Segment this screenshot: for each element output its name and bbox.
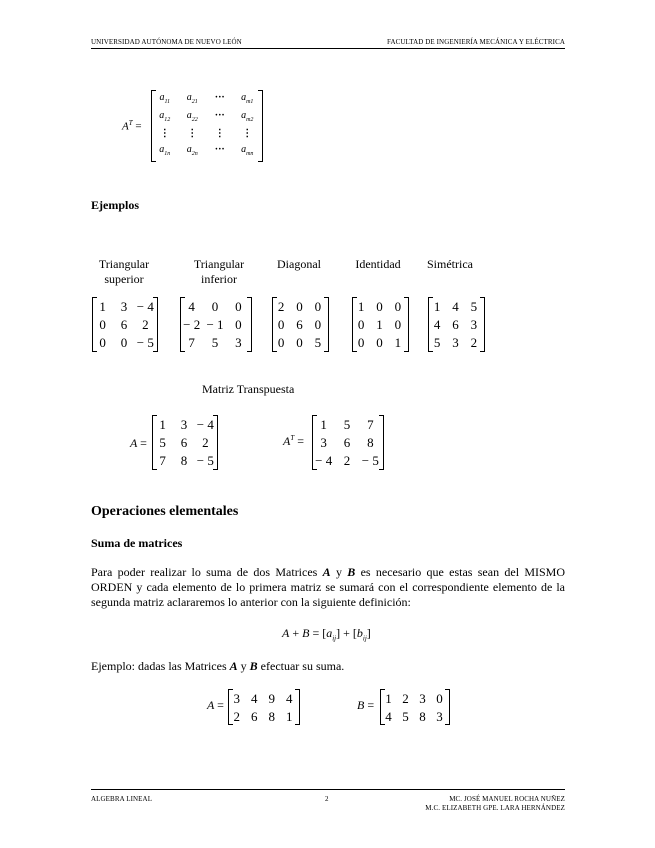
matrix-cell: 4: [188, 299, 195, 314]
sum-B-grid: [380, 692, 448, 723]
footer-rule: [91, 789, 565, 790]
sum-paragraph: Para poder realizar lo suma de dos Matrices A y B es necesario que estas sean del MISMO ORDEN y cada elemento de lo primera matriz se sumará con el correspondiente elemento de la segunda matriz aclararemos lo anterior con la siguiente definición:: [91, 565, 565, 609]
sum-A-grid: [228, 692, 298, 723]
matrix-cell: − 5: [361, 453, 379, 468]
matrix-cell: 1: [376, 317, 383, 332]
header-rule: [91, 48, 565, 49]
matrix-cell: 0: [296, 335, 303, 350]
matrix-cell: 2: [402, 691, 409, 706]
matrix-cell: 7: [367, 417, 374, 432]
matrix-cell: ⋮: [159, 128, 170, 139]
matrix-cell: 1: [394, 335, 402, 350]
matrix-cell: − 4: [136, 299, 154, 314]
section-title: Operaciones elementales: [91, 504, 239, 519]
matrix-cell: 3: [120, 299, 128, 314]
matrix-cell: 0: [99, 317, 106, 332]
matrix-cell: $a_{2n}$: [186, 144, 198, 157]
matrix-cell: 3: [235, 335, 242, 350]
matrix-cell: 2: [470, 335, 478, 350]
example-grid: [428, 300, 483, 349]
transpose-A-grid: [152, 418, 216, 467]
matrix-cell: 5: [343, 417, 351, 432]
matrix-cell: 6: [180, 435, 188, 450]
transpose-AT-grid: [312, 418, 382, 467]
matrix-cell: 4: [433, 317, 441, 332]
matrix-cell: 6: [251, 709, 258, 724]
sum-formula: $A + B = [a_{ij}] + [b_{ij}]$: [282, 626, 371, 643]
matrix-cell: 0: [376, 299, 383, 314]
matrix-cell: 4: [286, 691, 293, 706]
matrix-cell: $a_{mn}$: [241, 144, 254, 157]
matrix-cell: ···: [214, 110, 225, 121]
matrix-cell: 3: [470, 317, 478, 332]
matrix-cell: $a_{m1}$: [241, 92, 254, 105]
matrix-cell: 1: [159, 417, 166, 432]
matrix-cell: 0: [277, 317, 285, 332]
matrix-cell: $a_{21}$: [186, 92, 198, 105]
transpose-example-title: Matriz Transpuesta: [202, 382, 295, 396]
matrix-cell: 0: [314, 299, 322, 314]
example-caption: Identidad: [355, 257, 401, 271]
matrix-cell: 6: [120, 317, 128, 332]
matrix-cell: $a_{11}$: [159, 92, 171, 105]
matrix-cell: 0: [357, 317, 365, 332]
matrix-cell: − 4: [315, 453, 333, 468]
matrix-cell: $a_{12}$: [159, 110, 171, 123]
matrix-cell: $a_{1n}$: [159, 144, 171, 157]
footer-left: ALGEBRA LINEAL: [91, 795, 153, 803]
matrix-cell: 3: [320, 435, 327, 450]
footer-page: 2: [325, 795, 329, 803]
matrix-cell: 5: [159, 435, 166, 450]
matrix-cell: 0: [436, 691, 443, 706]
matrix-cell: 8: [367, 435, 374, 450]
sum-A-label: A =: [207, 698, 224, 712]
transpose-AT-label: $A^T$ =: [283, 434, 305, 448]
example-caption: Simétrica: [427, 257, 473, 271]
matrix-cell: 1: [433, 299, 441, 314]
example-grid: [352, 300, 407, 349]
matrix-cell: 7: [159, 453, 166, 468]
example-caption: Triangular superior: [98, 257, 150, 286]
matrix-cell: 0: [314, 317, 322, 332]
matrix-cell: 0: [120, 335, 128, 350]
sum-B-label: B =: [357, 698, 375, 712]
matrix-cell: 0: [235, 299, 242, 314]
matrix-cell: 3: [233, 691, 240, 706]
matrix-cell: 6: [296, 317, 303, 332]
matrix-cell: 4: [385, 709, 392, 724]
matrix-cell: ⋮: [187, 128, 198, 139]
matrix-cell: 3: [436, 709, 443, 724]
example-grid: [180, 300, 250, 349]
matrix-cell: ⋮: [242, 128, 253, 139]
matrix-cell: 1: [357, 299, 365, 314]
footer-right-2: M.C. ELIZABETH GPE. LARA HERNÁNDEZ: [425, 804, 565, 812]
matrix-cell: 1: [320, 417, 327, 432]
matrix-cell: 3: [452, 335, 459, 350]
matrix-cell: 0: [394, 299, 402, 314]
example-caption: Diagonal: [277, 257, 321, 271]
matrix-cell: 5: [470, 299, 478, 314]
matrix-cell: ···: [214, 92, 225, 103]
matrix-cell: 1: [99, 299, 106, 314]
matrix-cell: 5: [211, 335, 219, 350]
matrix-cell: 5: [402, 709, 409, 724]
matrix-cell: ···: [214, 144, 225, 155]
matrix-cell: − 1: [206, 317, 224, 332]
matrix-cell: − 5: [196, 453, 214, 468]
matrix-cell: 0: [99, 335, 106, 350]
matrix-cell: − 4: [196, 417, 214, 432]
matrix-cell: 3: [419, 691, 426, 706]
matrix-cell: 5: [433, 335, 441, 350]
matrix-cell: 3: [180, 417, 188, 432]
matrix-cell: 0: [277, 335, 285, 350]
matrix-cell: 0: [357, 335, 365, 350]
matrix-cell: 8: [180, 453, 188, 468]
matrix-cell: − 2: [183, 317, 201, 332]
matrix-cell: 1: [286, 709, 293, 724]
example-grid: [272, 300, 327, 349]
matrix-cell: 2: [142, 317, 149, 332]
example-caption: Triangular inferior: [193, 257, 245, 286]
matrix-cell: 1: [385, 691, 392, 706]
matrix-cell: 2: [202, 435, 209, 450]
matrix-cell: 4: [251, 691, 258, 706]
matrix-cell: 2: [233, 709, 240, 724]
matrix-cell: 0: [376, 335, 383, 350]
matrix-cell: 4: [452, 299, 459, 314]
matrix-cell: 0: [296, 299, 303, 314]
matrix-cell: 9: [268, 691, 275, 706]
matrix-cell: 6: [343, 435, 351, 450]
transpose-def-grid: [151, 93, 261, 157]
matrix-cell: 2: [277, 299, 285, 314]
matrix-cell: 0: [394, 317, 402, 332]
subsection-title: Suma de matrices: [91, 536, 183, 550]
matrix-cell: 0: [211, 299, 219, 314]
matrix-cell: 6: [452, 317, 459, 332]
header-left: UNIVERSIDAD AUTÓNOMA DE NUEVO LEÓN: [91, 38, 242, 46]
transpose-def-label: $A^T$ =: [122, 119, 142, 133]
matrix-cell: − 5: [136, 335, 154, 350]
matrix-cell: $a_{22}$: [186, 110, 198, 123]
header-right: FACULTAD DE INGENIERÍA MECÁNICA Y ELÉCTRICA: [386, 38, 565, 46]
matrix-cell: 7: [188, 335, 195, 350]
matrix-cell: ⋮: [214, 128, 225, 139]
example-grid: [92, 300, 156, 349]
matrix-cell: 8: [268, 709, 275, 724]
matrix-cell: 0: [235, 317, 242, 332]
matrix-cell: 5: [314, 335, 322, 350]
examples-title: Ejemplos: [91, 198, 139, 212]
matrix-cell: 8: [419, 709, 426, 724]
matrix-cell: $a_{m2}$: [241, 110, 254, 123]
transpose-A-label: A =: [130, 436, 147, 450]
footer-right-1: MC. JOSÉ MANUEL ROCHA NUÑEZ: [449, 795, 565, 803]
matrix-cell: 2: [343, 453, 351, 468]
example-sentence: Ejemplo: dadas las Matrices A y B efectuar su suma.: [91, 659, 345, 673]
